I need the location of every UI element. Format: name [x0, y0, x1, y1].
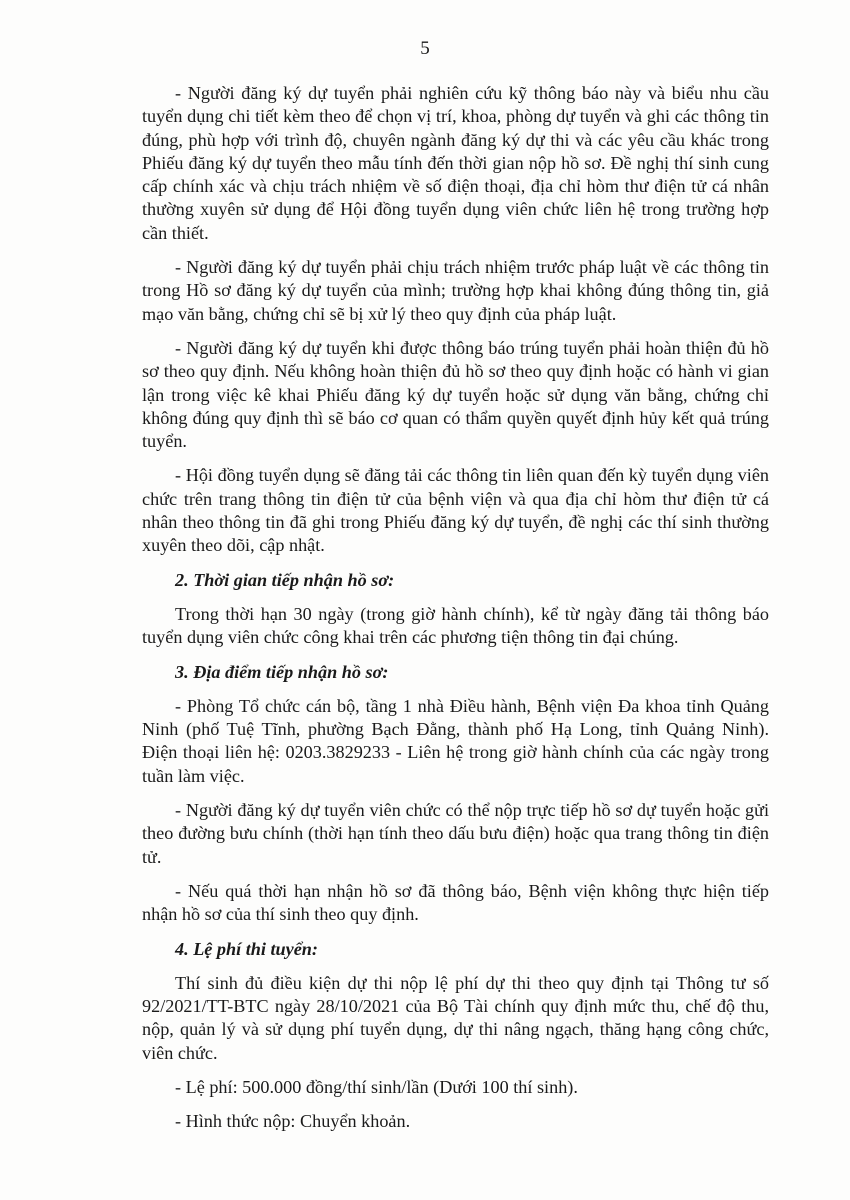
paragraph-receipt-office: - Phòng Tổ chức cán bộ, tầng 1 nhà Điều hành, Bệnh viện Đa khoa tỉnh Quảng Ninh (phố Tuệ Tĩnh, phường Bạch Đằng, thành phố Hạ Long, tỉnh Quảng Ninh). Điện thoại liên hệ: 0203.3829233 - Liên hệ trong giờ hành chính của các ngày trong tuần làm việc. — [142, 695, 769, 786]
paragraph-payment-method: - Hình thức nộp: Chuyển khoản. — [175, 1111, 411, 1132]
paragraph-research-requirements: - Người đăng ký dự tuyển phải nghiên cứu kỹ thông báo này và biểu nhu cầu tuyển dụng chi tiết kèm theo để chọn vị trí, khoa, phòng dự tuyển và ghi các thông tin đúng, phù hợp với trình độ, chuyên ngành đăng ký dự thi và các yêu cầu khác trong Phiếu đăng ký dự tuyển theo mẫu tính đến thời gian nộp hồ sơ. Đề nghị thí sinh cung cấp chính xác và chịu trách nhiệm về số điện thoại, địa chỉ hòm thư điện tử cá nhân thường xuyên sử dụng để Hội đồng tuyển dụng viên chức liên hệ trong trường hợp cần thiết. — [142, 83, 769, 243]
page-number: 5 — [420, 38, 430, 59]
paragraph-submission-methods: - Người đăng ký dự tuyển viên chức có thể nộp trực tiếp hồ sơ dự tuyển hoặc gửi theo đường bưu chính (thời hạn tính theo dấu bưu điện) hoặc qua trang thông tin điện tử. — [142, 800, 769, 867]
document-body — [142, 82, 769, 1145]
section-heading-receipt-location: 3. Địa điểm tiếp nhận hồ sơ: — [175, 661, 389, 682]
section-heading-receipt-time: 2. Thời gian tiếp nhận hồ sơ: — [175, 569, 395, 590]
paragraph-legal-responsibility: - Người đăng ký dự tuyển phải chịu trách nhiệm trước pháp luật về các thông tin trong Hồ sơ đăng ký dự tuyển của mình; trường hợp khai không đúng thông tin, giả mạo văn bằng, chứng chỉ sẽ bị xử lý theo quy định của pháp luật. — [142, 257, 769, 324]
section-heading-exam-fee: 4. Lệ phí thi tuyển: — [175, 938, 318, 959]
paragraph-fee-amount: - Lệ phí: 500.000 đồng/thí sinh/lần (Dưới 100 thí sinh). — [175, 1076, 578, 1097]
paragraph-fee-regulation: Thí sinh đủ điều kiện dự thi nộp lệ phí dự thi theo quy định tại Thông tư số 92/2021/TT-BTC ngày 28/10/2021 của Bộ Tài chính quy định mức thu, chế độ thu, nộp, quản lý và sử dụng phí tuyển dụng, dự thi nâng ngạch, thăng hạng công chức, viên chức. — [142, 972, 769, 1063]
paragraph-receipt-time: Trong thời hạn 30 ngày (trong giờ hành chính), kể từ ngày đăng tải thông báo tuyển dụng viên chức công khai trên các phương tiện thông tin đại chúng. — [142, 603, 769, 648]
paragraph-complete-dossier: - Người đăng ký dự tuyển khi được thông báo trúng tuyển phải hoàn thiện đủ hồ sơ theo quy định. Nếu không hoàn thiện đủ hồ sơ theo quy định hoặc có hành vi gian lận trong việc kê khai Phiếu đăng ký dự tuyển hoặc sử dụng văn bằng, chứng chỉ không đúng quy định thì sẽ báo cơ quan có thẩm quyền quyết định hủy kết quả trúng tuyển. — [142, 337, 769, 452]
paragraph-information-publication: - Hội đồng tuyển dụng sẽ đăng tải các thông tin liên quan đến kỳ tuyển dụng viên chức trên trang thông tin điện tử của bệnh viện và qua địa chỉ hòm thư điện tử cá nhân theo thông tin đã ghi trong Phiếu đăng ký dự tuyển, đề nghị các thí sinh thường xuyên theo dõi, cập nhật. — [142, 465, 769, 556]
paragraph-late-submission: - Nếu quá thời hạn nhận hồ sơ đã thông báo, Bệnh viện không thực hiện tiếp nhận hồ sơ của thí sinh theo quy định. — [142, 880, 769, 925]
